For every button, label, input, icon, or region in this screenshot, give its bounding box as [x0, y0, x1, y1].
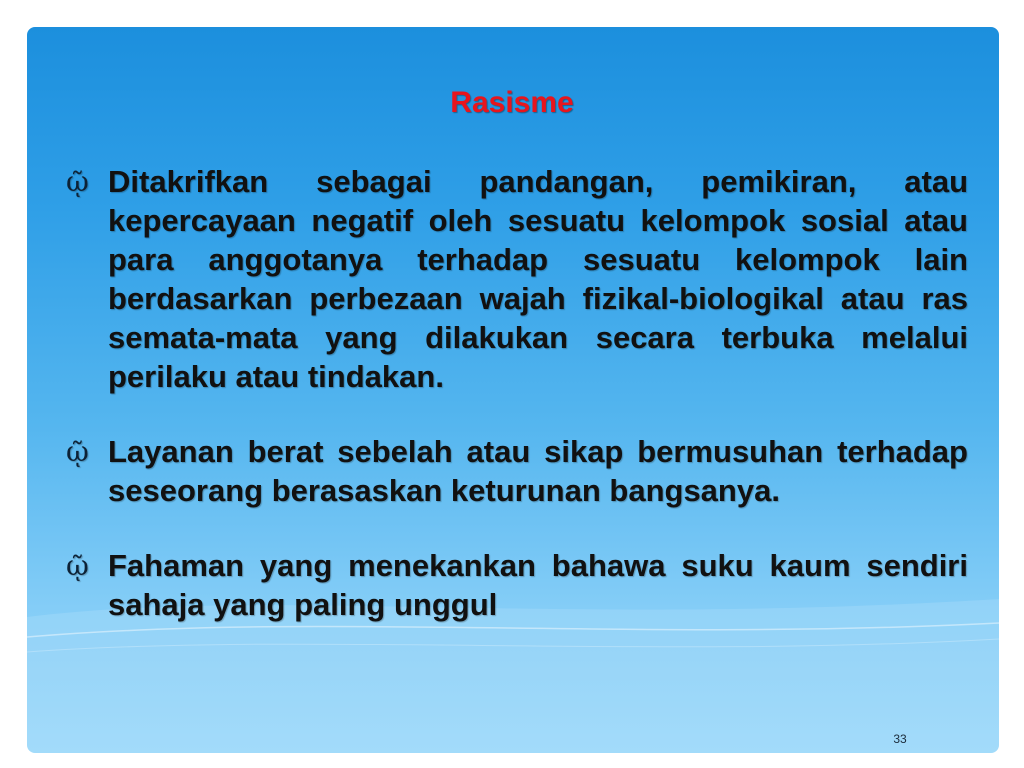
- bullet-item: [66, 162, 968, 396]
- bullet-item: [66, 546, 968, 624]
- bullet-item: [66, 432, 968, 510]
- bullet-list: [66, 162, 968, 624]
- bullet-glyph-icon: ῷ: [66, 435, 89, 468]
- page-number: 33: [893, 732, 907, 746]
- bullet-text: Fahaman yang menekankan bahawa suku kaum sendiri sahaja yang paling unggul: [108, 548, 968, 622]
- slide-title: Rasisme: [450, 86, 574, 119]
- bullet-text: Ditakrifkan sebagai pandangan, pemikiran, atau kepercayaan negatif oleh sesuatu kelompok sosial atau para anggotanya terhadap sesuatu kelompok lain berdasarkan perbezaan wajah fizikal-biologikal atau ras semata-mata yang dilakukan secara terbuka melalui perilaku atau tindakan.: [108, 164, 968, 394]
- bullet-glyph-icon: ῷ: [66, 165, 89, 198]
- bullet-text: Layanan berat sebelah atau sikap bermusuhan terhadap seseorang berasaskan keturunan bangsanya.: [108, 434, 968, 508]
- bullet-glyph-icon: ῷ: [66, 549, 89, 582]
